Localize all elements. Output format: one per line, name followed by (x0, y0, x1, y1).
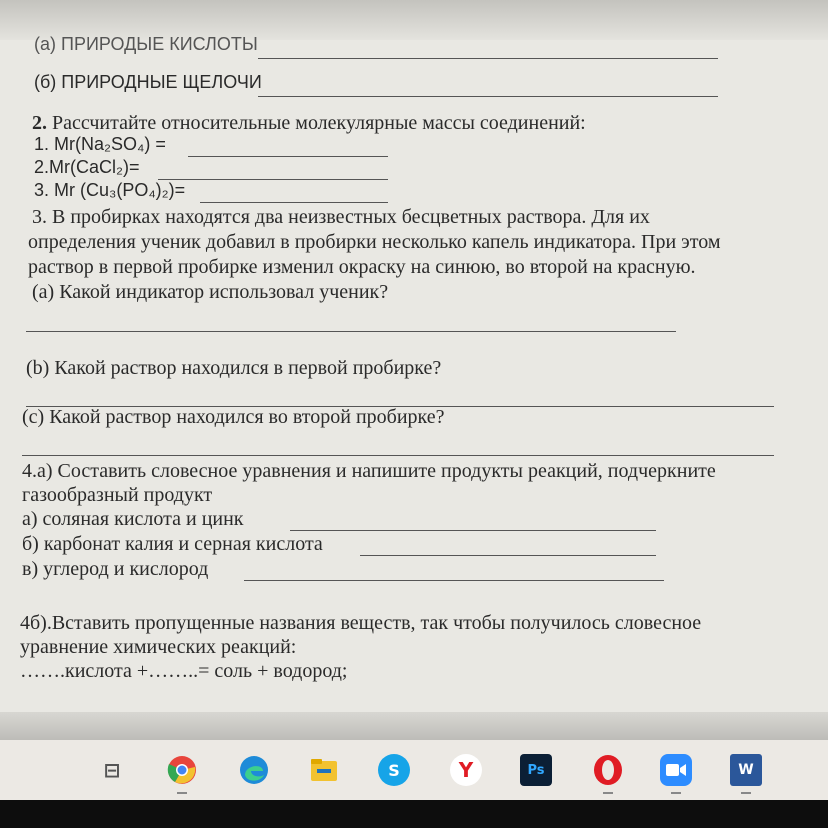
running-indicator (741, 792, 751, 794)
task-view-icon[interactable]: ⊟ (103, 758, 121, 782)
q4b-text-2: уравнение химических реакций: (20, 636, 297, 658)
file-explorer-icon[interactable] (308, 754, 340, 786)
answer-line (258, 96, 718, 97)
q1-line-a: (а) ПРИРОДЫЕ КИСЛОТЫ (34, 34, 258, 54)
q2-heading (32, 112, 586, 135)
answer-line (360, 555, 656, 556)
q3-text-3: раствор в первой пробирке изменил окраску на синюю, во второй на красную. (28, 256, 696, 278)
opera-icon[interactable] (592, 754, 624, 786)
running-indicator (603, 792, 613, 794)
running-indicator (671, 792, 681, 794)
q4a-text-2: газообразный продукт (22, 484, 213, 506)
q2-number: 2. (32, 112, 47, 134)
q2-item-2: 2.Mr(CaCl₂)= (34, 157, 140, 177)
screen-bottom-glare (0, 712, 828, 740)
skype-icon[interactable]: S (378, 754, 410, 786)
q3-question-b: (b) Какой раствор находился в первой пробирке? (26, 357, 442, 379)
running-indicator (177, 792, 187, 794)
q4a-item-b: б) карбонат калия и серная кислота (22, 533, 323, 555)
answer-line (244, 580, 664, 581)
q4b-text-3: …….кислота +……..= соль + водород; (20, 660, 348, 682)
photoshop-icon[interactable]: Ps (520, 754, 552, 786)
q4a-text-1: 4.а) Составить словесное уравнения и напишите продукты реакций, подчеркните (22, 460, 716, 482)
yandex-icon[interactable]: Y (450, 754, 482, 786)
q2-item-3: 3. Mr (Cu₃(PO₄)₂)= (34, 180, 186, 200)
edge-icon[interactable] (238, 754, 270, 786)
q4b-text-1: 4б).Вставить пропущенные названия веществ, так чтобы получилось словесное (20, 612, 702, 634)
q3-question-c: (c) Какой раствор находился во второй пробирке? (22, 406, 445, 428)
word-icon[interactable]: W (730, 754, 762, 786)
answer-line (200, 202, 388, 203)
q2-title: Рассчитайте относительные молекулярные массы соединений: (47, 112, 586, 134)
answer-line (290, 530, 656, 531)
q2-item-1: 1. Mr(Na₂SO₄) = (34, 134, 166, 154)
monitor-bezel (0, 800, 828, 828)
q4a-item-a: а) соляная кислота и цинк (22, 508, 244, 530)
chrome-icon[interactable] (166, 754, 198, 786)
q1-line-b: (б) ПРИРОДНЫЕ ЩЕЛОЧИ (34, 72, 262, 92)
answer-line (188, 156, 388, 157)
answer-line (22, 455, 774, 456)
answer-line (158, 179, 388, 180)
q3-text-1: 3. В пробирках находятся два неизвестных бесцветных раствора. Для их (32, 206, 650, 228)
q4a-item-c: в) углерод и кислород (22, 558, 209, 580)
q3-text-2: определения ученик добавил в пробирки несколько капель индикатора. При этом (28, 231, 721, 253)
answer-line (26, 331, 676, 332)
zoom-icon[interactable] (660, 754, 692, 786)
answer-line (258, 58, 718, 59)
q3-question-a: (а) Какой индикатор использовал ученик? (32, 281, 389, 303)
